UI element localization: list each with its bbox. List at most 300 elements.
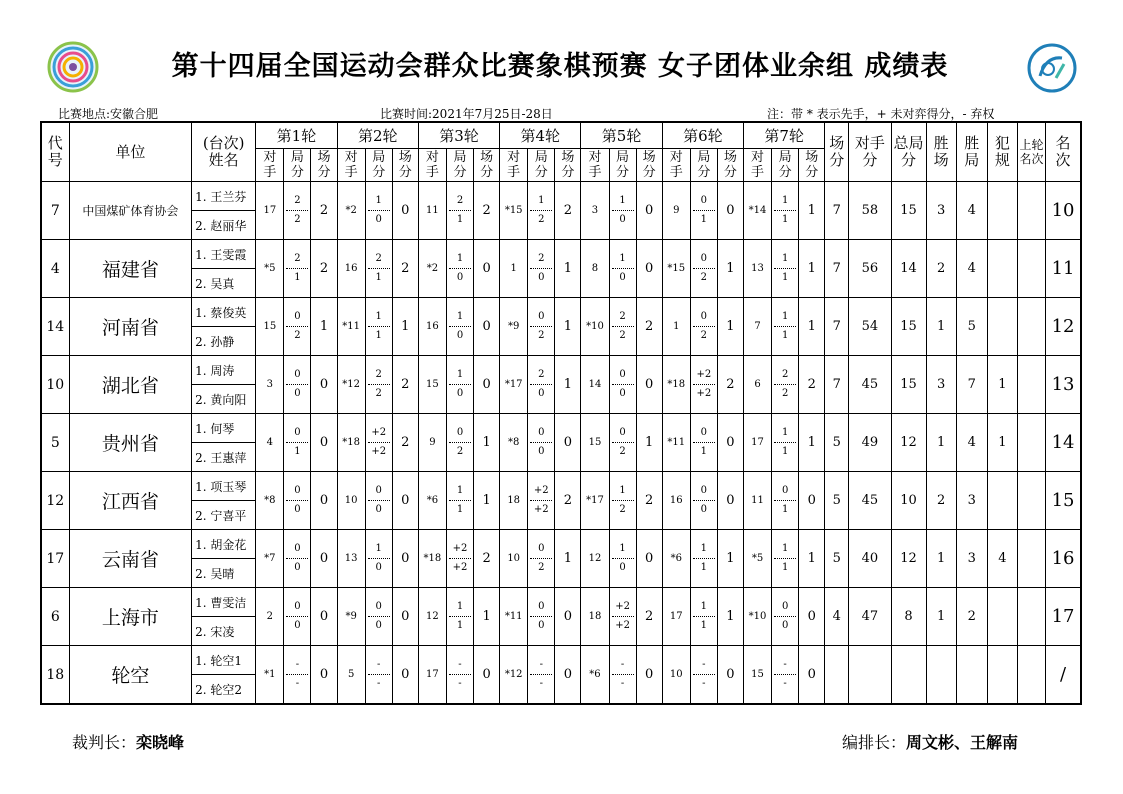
board-1-score: 2 (286, 195, 308, 211)
board-2-score: 0 (456, 330, 464, 341)
board-2-score: 0 (781, 620, 789, 631)
round-opponent: *18 (662, 356, 690, 414)
board-1-score: 2 (612, 311, 634, 327)
round-opponent: 6 (743, 356, 771, 414)
board-1-score: 0 (693, 427, 715, 443)
header-wins: 胜 场 (926, 122, 956, 182)
subheader-opp-r3: 对 手 (418, 149, 446, 182)
chief-arranger-label: 编排长： (842, 733, 907, 752)
board-1-score: 0 (693, 253, 715, 269)
chief-arranger-name: 周文彬、王解南 (906, 733, 1019, 752)
round-match-points: 0 (799, 588, 825, 646)
round-opponent: *5 (256, 240, 284, 298)
team-rank: 16 (1046, 530, 1081, 588)
board-1-score: 0 (286, 427, 308, 443)
board-2-score: 2 (619, 504, 626, 515)
board-2-score: 1 (456, 214, 464, 225)
round-match-points: 0 (474, 298, 500, 356)
board-1-score: 2 (368, 369, 390, 385)
player-name-1: 1. 王雯霞 (192, 240, 256, 269)
board-1-score: 1 (449, 253, 471, 269)
round-opponent: 18 (500, 472, 528, 530)
chief-judge-name: 栾晓峰 (136, 733, 185, 752)
team-last-rank (1017, 472, 1045, 530)
round-game-score (772, 646, 799, 705)
header-round-6: 第6轮 (662, 122, 743, 149)
team-unit: 中国煤矿体育协会 (69, 182, 191, 240)
team-last-rank (1017, 530, 1045, 588)
subheader-pts-r4: 场 分 (555, 149, 581, 182)
round-game-score (365, 240, 392, 298)
round-match-points: 1 (392, 298, 418, 356)
round-game-score (772, 298, 799, 356)
board-2-score: - (458, 678, 462, 689)
board-1-score: 1 (449, 601, 471, 617)
subheader-games-r2: 局 分 (365, 149, 392, 182)
board-1-score: 0 (286, 369, 308, 385)
round-match-points: 0 (799, 472, 825, 530)
round-game-score (609, 298, 636, 356)
header-round-4: 第4轮 (500, 122, 581, 149)
header-round-7: 第7轮 (743, 122, 824, 149)
board-2-score: - (539, 678, 543, 689)
round-match-points: 0 (555, 588, 581, 646)
team-total-games: 15 (891, 298, 926, 356)
team-match-points: 7 (825, 356, 849, 414)
round-opponent: *10 (743, 588, 771, 646)
round-match-points: 0 (717, 414, 743, 472)
round-opponent: *8 (256, 472, 284, 530)
board-1-score: 0 (774, 485, 796, 501)
subheader-opp-r7: 对 手 (743, 149, 771, 182)
board-1-score: 1 (774, 253, 796, 269)
round-match-points: 1 (474, 472, 500, 530)
board-1-score: 0 (693, 485, 715, 501)
header-code: 代 号 (41, 122, 69, 182)
round-match-points: 1 (474, 588, 500, 646)
board-2-score: 1 (700, 446, 708, 457)
board-2-score: 0 (456, 272, 464, 283)
round-game-score (284, 298, 311, 356)
subheader-opp-r6: 对 手 (662, 149, 690, 182)
board-1-score: 0 (693, 195, 715, 211)
team-opp-points: 45 (849, 356, 891, 414)
chief-arranger (842, 730, 1018, 753)
board-2-score: 0 (375, 214, 382, 225)
round-opponent: 13 (337, 530, 365, 588)
round-opponent: 3 (581, 182, 609, 240)
board-1-score: 1 (530, 195, 552, 211)
team-last-rank (1017, 182, 1045, 240)
board-2-score: 0 (375, 562, 382, 573)
board-1-score: +2 (530, 485, 552, 501)
team-wins: 3 (926, 182, 956, 240)
round-opponent: 9 (418, 414, 446, 472)
round-game-score (446, 530, 473, 588)
board-1-score: 0 (286, 601, 308, 617)
team-total-games: 12 (891, 530, 926, 588)
round-game-score (690, 298, 717, 356)
subheader-pts-r2: 场 分 (392, 149, 418, 182)
team-fouls (987, 588, 1017, 646)
round-game-score (284, 182, 311, 240)
board-2-score: 0 (619, 562, 626, 573)
team-last-rank (1017, 646, 1045, 705)
board-1-score: 1 (774, 543, 796, 559)
round-game-score (284, 588, 311, 646)
subheader-games-r5: 局 分 (609, 149, 636, 182)
team-code: 17 (41, 530, 69, 588)
header-match-points: 场 分 (825, 122, 849, 182)
team-code: 10 (41, 356, 69, 414)
board-2-score: 1 (375, 272, 382, 283)
team-opp-points: 47 (849, 588, 891, 646)
team-won-games: 4 (956, 182, 987, 240)
board-1-score: 1 (774, 311, 796, 327)
round-opponent: 10 (500, 530, 528, 588)
round-game-score (365, 646, 392, 705)
team-unit: 贵州省 (69, 414, 191, 472)
board-2-score: 2 (781, 388, 789, 399)
board-2-score: 2 (619, 330, 626, 341)
round-opponent: 15 (581, 414, 609, 472)
round-game-score (772, 182, 799, 240)
team-won-games: 3 (956, 472, 987, 530)
board-2-score: 1 (456, 504, 464, 515)
player-name-1: 1. 蔡俊英 (192, 298, 256, 327)
table-row (41, 414, 1081, 443)
board-1-score: 0 (612, 369, 634, 385)
round-game-score (284, 646, 311, 705)
round-match-points: 2 (555, 472, 581, 530)
team-unit: 轮空 (69, 646, 191, 705)
round-match-points: 0 (311, 472, 337, 530)
round-game-score (609, 472, 636, 530)
board-2-score: 1 (781, 214, 789, 225)
round-opponent: *9 (337, 588, 365, 646)
player-name-2: 2. 吴晴 (192, 559, 256, 588)
round-match-points: 0 (474, 646, 500, 705)
player-name-2: 2. 宋凌 (192, 617, 256, 646)
team-fouls (987, 240, 1017, 298)
round-opponent: 15 (743, 646, 771, 705)
round-game-score (609, 182, 636, 240)
round-opponent: 10 (337, 472, 365, 530)
round-game-score (772, 588, 799, 646)
round-opponent: 16 (418, 298, 446, 356)
round-game-score (284, 240, 311, 298)
round-match-points: 0 (636, 182, 662, 240)
round-opponent: *6 (418, 472, 446, 530)
table-row (41, 646, 1081, 675)
board-1-score: - (286, 659, 308, 675)
team-match-points: 4 (825, 588, 849, 646)
round-game-score (365, 356, 392, 414)
header-won-games: 胜 局 (956, 122, 987, 182)
round-opponent: *6 (581, 646, 609, 705)
round-opponent: 3 (256, 356, 284, 414)
team-unit: 福建省 (69, 240, 191, 298)
board-2-score: 1 (700, 562, 708, 573)
round-opponent: 16 (662, 472, 690, 530)
subheader-games-r6: 局 分 (690, 149, 717, 182)
board-2-score: 0 (700, 504, 708, 515)
player-name-1: 1. 胡金花 (192, 530, 256, 559)
round-match-points: 0 (392, 588, 418, 646)
team-code: 7 (41, 182, 69, 240)
team-match-points: 7 (825, 240, 849, 298)
round-game-score (772, 414, 799, 472)
team-match-points: 7 (825, 298, 849, 356)
team-rank: 12 (1046, 298, 1081, 356)
round-match-points: 0 (555, 646, 581, 705)
team-won-games: 7 (956, 356, 987, 414)
player-name-1: 1. 轮空1 (192, 646, 256, 675)
team-rank: 15 (1046, 472, 1081, 530)
round-game-score (446, 356, 473, 414)
round-match-points: 2 (392, 356, 418, 414)
board-1-score: 1 (368, 311, 390, 327)
round-opponent: *11 (337, 298, 365, 356)
team-total-games: 8 (891, 588, 926, 646)
board-2-score: 1 (375, 330, 382, 341)
round-opponent: *12 (500, 646, 528, 705)
team-fouls: 1 (987, 414, 1017, 472)
round-game-score (772, 472, 799, 530)
board-1-score: 1 (774, 195, 796, 211)
board-1-score: 2 (530, 369, 552, 385)
round-opponent: 9 (662, 182, 690, 240)
round-match-points: 0 (311, 414, 337, 472)
round-opponent: *1 (256, 646, 284, 705)
round-match-points: 0 (717, 472, 743, 530)
round-match-points: 0 (636, 356, 662, 414)
team-opp-points: 45 (849, 472, 891, 530)
round-opponent: *7 (256, 530, 284, 588)
board-1-score: 0 (612, 427, 634, 443)
team-total-games (891, 646, 926, 705)
team-wins: 2 (926, 472, 956, 530)
round-game-score (446, 182, 473, 240)
table-row (41, 472, 1081, 501)
round-game-score (772, 530, 799, 588)
board-1-score: 1 (612, 543, 634, 559)
round-game-score (609, 356, 636, 414)
team-last-rank (1017, 588, 1045, 646)
board-1-score: 1 (693, 601, 715, 617)
team-rank: 17 (1046, 588, 1081, 646)
board-2-score: 0 (375, 504, 382, 515)
board-1-score: - (449, 659, 471, 675)
board-2-score: - (377, 678, 381, 689)
round-game-score (772, 356, 799, 414)
round-match-points: 0 (392, 472, 418, 530)
board-2-score: 1 (456, 620, 464, 631)
team-won-games: 4 (956, 414, 987, 472)
round-match-points: 1 (555, 530, 581, 588)
board-2-score: 2 (294, 330, 301, 341)
board-1-score: 0 (774, 601, 796, 617)
team-rank: 13 (1046, 356, 1081, 414)
round-game-score (284, 472, 311, 530)
team-unit: 江西省 (69, 472, 191, 530)
board-2-score: 0 (375, 620, 382, 631)
table-row (41, 530, 1081, 559)
team-fouls: 1 (987, 356, 1017, 414)
board-1-score: +2 (693, 369, 715, 385)
round-match-points: 0 (392, 182, 418, 240)
board-2-score: - (702, 678, 706, 689)
round-game-score (365, 588, 392, 646)
player-name-2: 2. 孙静 (192, 327, 256, 356)
subheader-opp-r2: 对 手 (337, 149, 365, 182)
board-1-score: 0 (530, 311, 552, 327)
round-opponent: *11 (662, 414, 690, 472)
round-game-score (446, 240, 473, 298)
team-opp-points (849, 646, 891, 705)
team-unit: 云南省 (69, 530, 191, 588)
header-round-3: 第3轮 (418, 122, 499, 149)
header-name-board: (台次) (202, 134, 245, 152)
subheader-games-r4: 局 分 (528, 149, 555, 182)
board-2-score: 2 (538, 214, 545, 225)
team-code: 4 (41, 240, 69, 298)
round-opponent: 14 (581, 356, 609, 414)
team-rank: / (1046, 646, 1081, 705)
round-opponent: 7 (743, 298, 771, 356)
board-2-score: 1 (700, 620, 708, 631)
round-match-points: 2 (636, 298, 662, 356)
round-match-points: 2 (392, 240, 418, 298)
round-match-points: 2 (717, 356, 743, 414)
board-2-score: 1 (781, 446, 789, 457)
round-game-score (365, 182, 392, 240)
round-opponent: *11 (500, 588, 528, 646)
round-game-score (690, 530, 717, 588)
player-name-1: 1. 王兰芬 (192, 182, 256, 211)
round-match-points: 1 (799, 298, 825, 356)
board-1-score: 2 (530, 253, 552, 269)
round-opponent: *18 (418, 530, 446, 588)
round-opponent: 8 (581, 240, 609, 298)
board-2-score: - (295, 678, 300, 689)
round-game-score (365, 414, 392, 472)
round-match-points: 0 (392, 646, 418, 705)
team-won-games (956, 646, 987, 705)
player-name-2: 2. 宁喜平 (192, 501, 256, 530)
team-won-games: 2 (956, 588, 987, 646)
board-1-score: - (368, 659, 390, 675)
round-match-points: 2 (799, 356, 825, 414)
header-round-5: 第5轮 (581, 122, 662, 149)
round-game-score (284, 356, 311, 414)
round-match-points: 2 (474, 182, 500, 240)
board-2-score: +2 (615, 620, 630, 631)
team-code: 6 (41, 588, 69, 646)
board-1-score: 0 (286, 543, 308, 559)
header-opp-points: 对手 分 (849, 122, 891, 182)
round-match-points: 1 (717, 588, 743, 646)
team-wins: 1 (926, 588, 956, 646)
subheader-games-r3: 局 分 (446, 149, 473, 182)
board-2-score: 0 (538, 388, 545, 399)
board-2-score: 0 (294, 388, 301, 399)
round-opponent: 15 (418, 356, 446, 414)
round-match-points: 2 (636, 588, 662, 646)
team-match-points: 5 (825, 530, 849, 588)
round-opponent: *6 (662, 530, 690, 588)
board-1-score: 1 (612, 485, 634, 501)
table-row (41, 588, 1081, 617)
board-2-score: 0 (294, 562, 301, 573)
games-logo-left (46, 40, 100, 94)
player-name-1: 1. 项玉琴 (192, 472, 256, 501)
round-game-score (446, 414, 473, 472)
board-1-score: 1 (449, 485, 471, 501)
board-2-score: 2 (294, 214, 301, 225)
round-match-points: 1 (555, 356, 581, 414)
round-match-points: 1 (717, 298, 743, 356)
round-match-points: 1 (636, 414, 662, 472)
round-opponent: *14 (743, 182, 771, 240)
team-wins: 1 (926, 414, 956, 472)
round-opponent: 2 (256, 588, 284, 646)
round-opponent: 5 (337, 646, 365, 705)
round-match-points: 2 (311, 182, 337, 240)
round-game-score (609, 414, 636, 472)
round-match-points: 0 (392, 530, 418, 588)
round-game-score (528, 588, 555, 646)
round-opponent: *2 (337, 182, 365, 240)
round-opponent: 13 (743, 240, 771, 298)
round-match-points: 0 (474, 356, 500, 414)
round-opponent: 1 (500, 240, 528, 298)
round-match-points: 1 (717, 240, 743, 298)
board-1-score: - (530, 659, 552, 675)
round-opponent: *17 (581, 472, 609, 530)
chess-association-logo (1026, 42, 1078, 94)
header-name (192, 122, 256, 182)
board-1-score: 0 (693, 311, 715, 327)
board-1-score: 0 (530, 601, 552, 617)
team-won-games: 3 (956, 530, 987, 588)
round-game-score (446, 646, 473, 705)
board-1-score: 1 (368, 543, 390, 559)
table-row (41, 356, 1081, 385)
team-match-points (825, 646, 849, 705)
round-game-score (609, 588, 636, 646)
round-match-points: 1 (311, 298, 337, 356)
board-1-score: 1 (774, 427, 796, 443)
round-game-score (690, 646, 717, 705)
round-opponent: *18 (337, 414, 365, 472)
team-rank: 14 (1046, 414, 1081, 472)
board-2-score: 0 (538, 446, 545, 457)
team-fouls (987, 298, 1017, 356)
board-1-score: +2 (449, 543, 471, 559)
round-opponent: *9 (500, 298, 528, 356)
board-2-score: 0 (619, 272, 626, 283)
round-match-points: 0 (311, 646, 337, 705)
board-1-score: 0 (368, 601, 390, 617)
team-total-games: 15 (891, 182, 926, 240)
round-match-points: 1 (799, 414, 825, 472)
round-opponent: *12 (337, 356, 365, 414)
round-match-points: 0 (311, 530, 337, 588)
board-2-score: 2 (538, 562, 545, 573)
board-1-score: 2 (286, 253, 308, 269)
round-opponent: 17 (418, 646, 446, 705)
